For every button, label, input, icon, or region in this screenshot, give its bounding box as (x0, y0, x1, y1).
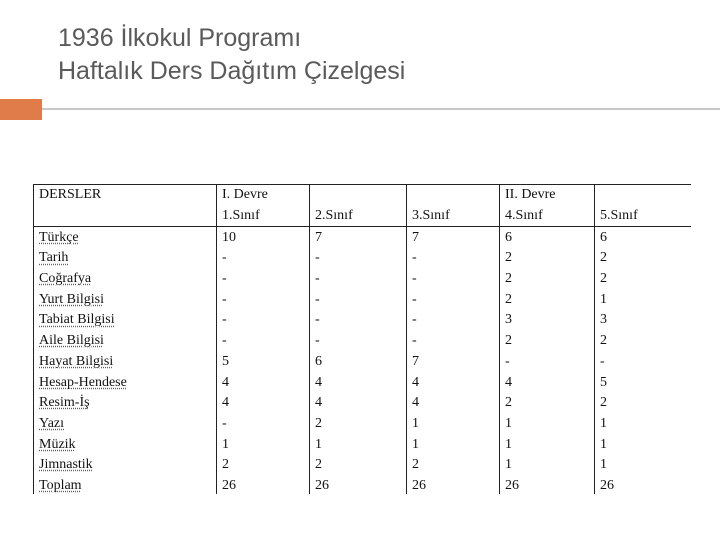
hours-cell: 26 (217, 476, 310, 494)
hours-cell: 7 (310, 227, 407, 248)
hours-cell: 2 (595, 248, 692, 269)
table-row (34, 393, 692, 414)
subject-cell: Resim-İş (34, 393, 217, 414)
hours-cell: 2 (595, 269, 692, 290)
hours-cell: - (217, 269, 310, 290)
hours-cell: 1 (500, 455, 595, 476)
hours-cell: - (217, 248, 310, 269)
header-cell: II. Devre (500, 185, 595, 206)
table-row (34, 372, 692, 393)
hours-cell: 4 (310, 393, 407, 414)
table-row (34, 455, 692, 476)
subject-cell: Toplam (34, 476, 217, 494)
hours-cell: - (407, 248, 500, 269)
hours-cell: 2 (500, 248, 595, 269)
hours-cell: 2 (407, 455, 500, 476)
title-line-2: Haftalık Ders Dağıtım Çizelgesi (58, 57, 406, 85)
subject-cell: Türkçe (34, 227, 217, 248)
header-cell: 2.Sınıf (310, 206, 407, 227)
subject-cell: Coğrafya (34, 269, 217, 290)
hours-cell: 1 (595, 455, 692, 476)
hours-cell: 4 (500, 372, 595, 393)
hours-cell: 6 (310, 352, 407, 373)
table-row (34, 289, 692, 310)
hours-cell: 2 (217, 455, 310, 476)
subject-cell: Tabiat Bilgisi (34, 310, 217, 331)
header-cell (407, 185, 500, 206)
table-header-row (34, 206, 692, 227)
header-cell: I. Devre (217, 185, 310, 206)
subject-cell: Tarih (34, 248, 217, 269)
subject-cell: Yazı (34, 414, 217, 435)
hours-cell: 4 (310, 372, 407, 393)
slide-title (58, 22, 698, 88)
hours-cell: 2 (500, 269, 595, 290)
subject-cell: Aile Bilgisi (34, 331, 217, 352)
hours-cell: 7 (407, 352, 500, 373)
table-row (34, 352, 692, 373)
header-cell (34, 206, 217, 227)
lesson-distribution-table (33, 184, 691, 494)
hours-cell: 26 (500, 476, 595, 494)
hours-cell: 1 (500, 414, 595, 435)
hours-cell: - (217, 289, 310, 310)
table-row (34, 434, 692, 455)
table-row (34, 310, 692, 331)
hours-cell: 4 (217, 372, 310, 393)
hours-cell: 2 (500, 331, 595, 352)
header-cell: 1.Sınıf (217, 206, 310, 227)
table-row (34, 414, 692, 435)
header-cell: 4.Sınıf (500, 206, 595, 227)
hours-cell: 10 (217, 227, 310, 248)
header-cell: 5.Sınıf (595, 206, 692, 227)
hours-cell: 2 (595, 393, 692, 414)
subject-cell: Yurt Bilgisi (34, 289, 217, 310)
accent-line (42, 108, 720, 110)
hours-cell: - (407, 331, 500, 352)
hours-cell: 2 (310, 455, 407, 476)
subject-cell: Hesap-Hendese (34, 372, 217, 393)
hours-cell: 3 (595, 310, 692, 331)
hours-cell: - (407, 310, 500, 331)
hours-cell: - (310, 310, 407, 331)
header-cell: 3.Sınıf (407, 206, 500, 227)
hours-cell: - (217, 310, 310, 331)
hours-cell: 1 (217, 434, 310, 455)
hours-cell: - (310, 269, 407, 290)
hours-cell: - (310, 289, 407, 310)
hours-cell: - (595, 352, 692, 373)
hours-cell: - (500, 352, 595, 373)
hours-cell: 2 (310, 414, 407, 435)
hours-cell: 1 (595, 414, 692, 435)
hours-cell: 1 (595, 434, 692, 455)
table-row (34, 248, 692, 269)
hours-cell: 2 (500, 393, 595, 414)
accent-bar (0, 99, 42, 120)
subject-cell: Hayat Bilgisi (34, 352, 217, 373)
title-line-1: 1936 İlkokul Programı (58, 24, 302, 52)
header-cell: DERSLER (34, 185, 217, 206)
hours-cell: 26 (595, 476, 692, 494)
table-row (34, 476, 692, 494)
hours-cell: 6 (500, 227, 595, 248)
subject-cell: Jimnastik (34, 455, 217, 476)
hours-cell: 1 (407, 434, 500, 455)
hours-cell: 7 (407, 227, 500, 248)
hours-cell: 1 (595, 289, 692, 310)
hours-cell: - (310, 248, 407, 269)
hours-cell: 1 (407, 414, 500, 435)
hours-cell: 26 (310, 476, 407, 494)
hours-cell: 3 (500, 310, 595, 331)
hours-cell: 5 (595, 372, 692, 393)
header-cell (310, 185, 407, 206)
hours-cell: 2 (500, 289, 595, 310)
table-row (34, 331, 692, 352)
hours-cell: 4 (217, 393, 310, 414)
hours-cell: 4 (407, 372, 500, 393)
hours-cell: 1 (500, 434, 595, 455)
subject-cell: Müzik (34, 434, 217, 455)
hours-cell: 26 (407, 476, 500, 494)
lesson-table-container (33, 184, 691, 494)
hours-cell: 2 (595, 331, 692, 352)
hours-cell: - (407, 269, 500, 290)
hours-cell: 1 (310, 434, 407, 455)
table-row (34, 227, 692, 248)
hours-cell: - (217, 331, 310, 352)
table-row (34, 269, 692, 290)
hours-cell: - (217, 414, 310, 435)
table-header-row (34, 185, 692, 206)
hours-cell: 5 (217, 352, 310, 373)
hours-cell: 6 (595, 227, 692, 248)
hours-cell: 4 (407, 393, 500, 414)
hours-cell: - (407, 289, 500, 310)
header-cell (595, 185, 692, 206)
hours-cell: - (310, 331, 407, 352)
